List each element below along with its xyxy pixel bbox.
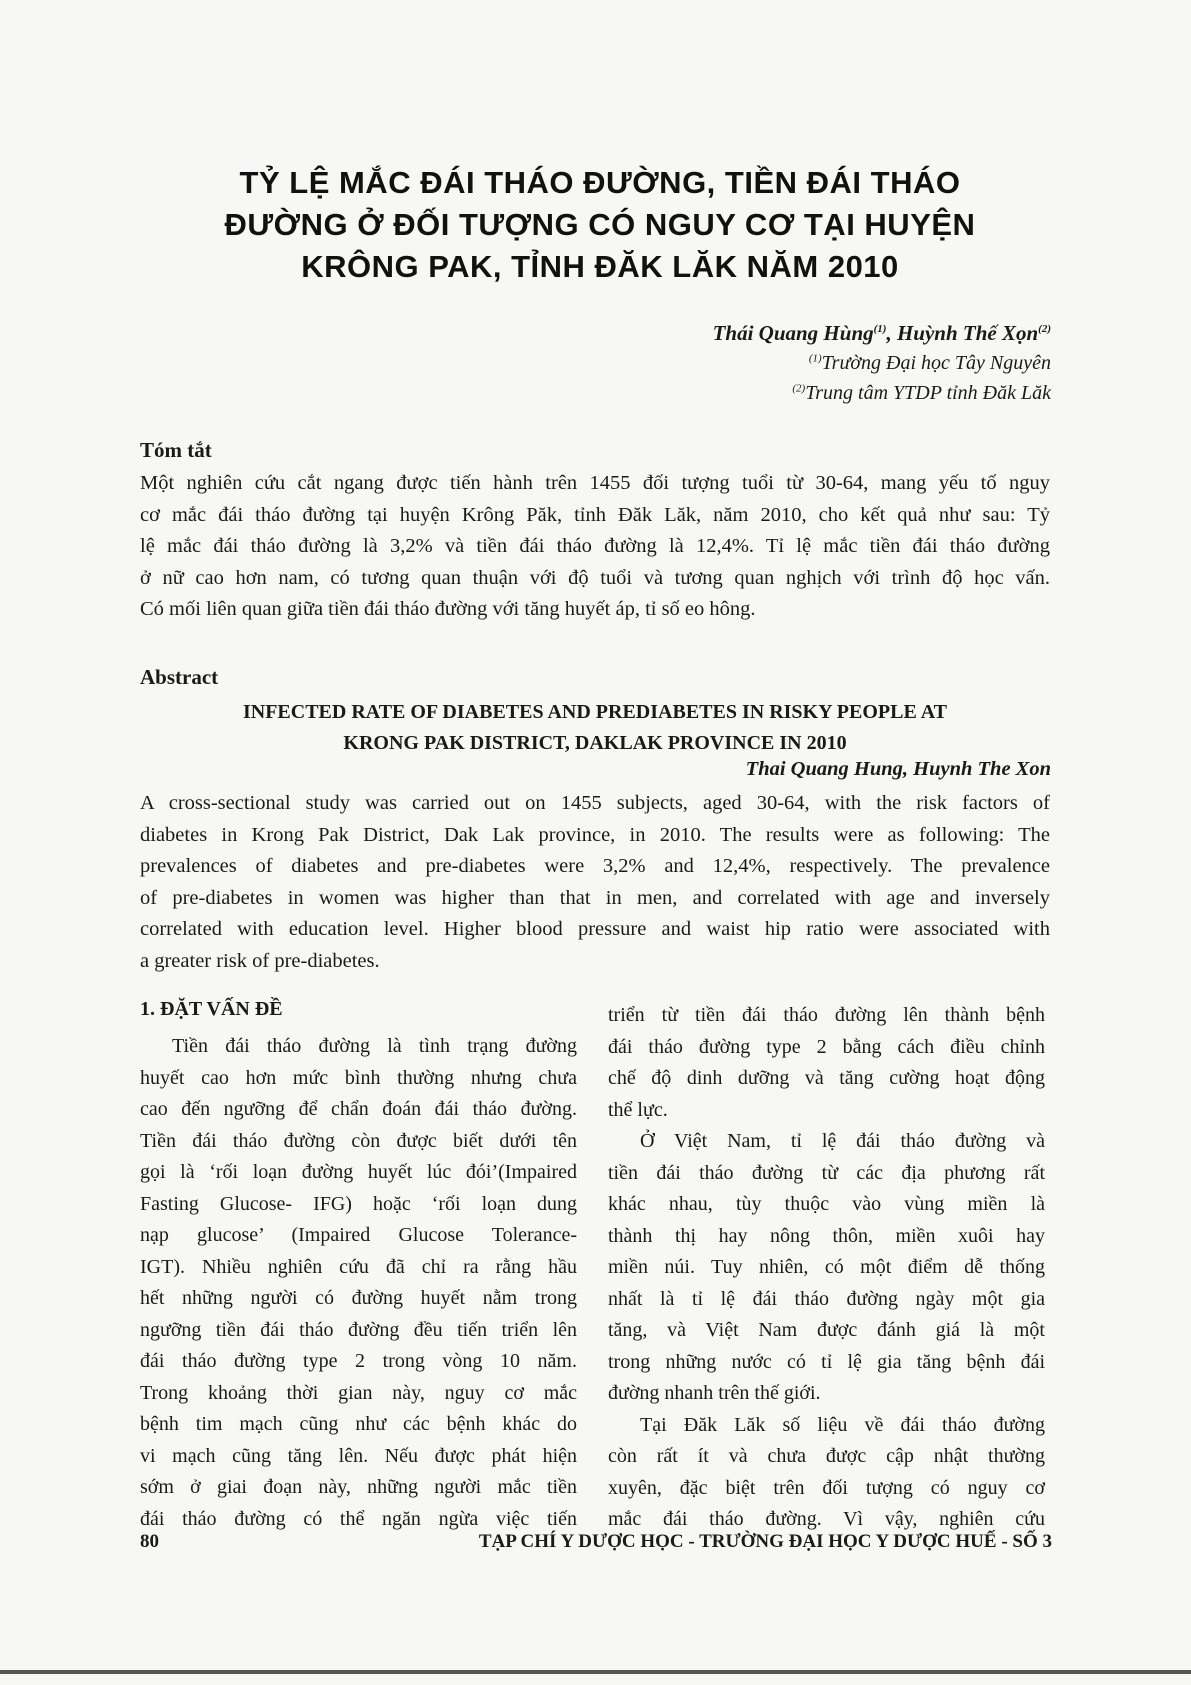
body-line: triển từ tiền đái tháo đường lên thành bệnh xyxy=(608,1004,1045,1026)
abstract-body xyxy=(140,788,1050,977)
scan-edge-divider xyxy=(0,1670,1191,1674)
body-line: đái tháo đường có thể ngăn ngừa việc tiến xyxy=(140,1507,577,1530)
body-line: Trong khoảng thời gian này, nguy cơ mắc xyxy=(140,1381,577,1404)
summary-line: Có mối liên quan giữa tiền đái tháo đường với tăng huyết áp, tỉ số eo hông. xyxy=(140,598,756,620)
body-line: còn rất ít và chưa được cập nhật thường xyxy=(608,1445,1045,1467)
summary-body xyxy=(140,468,1050,626)
body-line: Fasting Glucose- IFG) hoặc ‘rối loạn dung xyxy=(140,1192,577,1215)
body-line: tiền đái tháo đường từ các địa phương rất xyxy=(608,1161,1045,1184)
summary-line: ở nữ cao hơn nam, có tương quan thuận với độ tuổi và tương quan nghịch với trình độ học vấn. xyxy=(140,566,1050,589)
affiliation xyxy=(713,378,1051,408)
summary-line: cơ mắc đái tháo đường tại huyện Krông Păk, tỉnh Đăk Lăk, năm 2010, cho kết quả như sau: Tỷ xyxy=(140,503,1050,526)
body-line: IGT). Nhiều nghiên cứu đã chỉ ra rằng hầu xyxy=(140,1255,577,1278)
body-line: thể lực. xyxy=(608,1098,668,1121)
affiliation xyxy=(713,348,1051,378)
right-column xyxy=(608,1000,1045,1536)
section-heading: 1. ĐẶT VẤN ĐỀ xyxy=(140,998,283,1020)
abstract-line: diabetes in Krong Pak District, Dak Lak province, in 2010. The results were as following: The xyxy=(140,823,1050,846)
body-line: thành thị hay nông thôn, miền xuôi hay xyxy=(608,1224,1045,1247)
abstract-line: A cross-sectional study was carried out on 1455 subjects, aged 30-64, with the risk factors of xyxy=(140,792,1050,814)
author-names xyxy=(713,318,1051,348)
abstract-line: of pre-diabetes in women was higher than that in men, and correlated with age and inversely xyxy=(140,886,1050,909)
journal-name: TẠP CHÍ Y DƯỢC HỌC - TRƯỜNG ĐẠI HỌC Y DƯỢC HUẾ - SỐ 3 xyxy=(478,1531,1052,1552)
page-number: 80 xyxy=(140,1531,159,1552)
body-line: tăng, và Việt Nam được đánh giá là một xyxy=(608,1319,1045,1341)
affiliation-marker: (1) xyxy=(808,352,822,365)
summary-heading: Tóm tắt xyxy=(140,438,212,462)
body-line: khác nhau, tùy thuộc vào vùng miền là xyxy=(608,1193,1045,1215)
author-separator: , xyxy=(886,321,897,345)
title-line: TỶ LỆ MẮC ĐÁI THÁO ĐƯỜNG, TIỀN ĐÁI THÁO xyxy=(239,165,961,200)
title-line: KRÔNG PAK, TỈNH ĐĂK LĂK NĂM 2010 xyxy=(301,249,899,284)
affiliation-marker: (2) xyxy=(1038,323,1051,335)
title-line: ĐƯỜNG Ở ĐỐI TƯỢNG CÓ NGUY CƠ TẠI HUYỆN xyxy=(224,207,976,242)
author-block xyxy=(713,318,1051,408)
body-line: cao đến ngưỡng để chẩn đoán đái tháo đường. xyxy=(140,1098,577,1120)
body-line: Tại Đăk Lăk số liệu về đái tháo đường xyxy=(640,1413,1045,1436)
body-line: vi mạch cũng tăng lên. Nếu được phát hiện xyxy=(140,1444,577,1467)
body-line: miền núi. Tuy nhiên, có một điểm dễ thống xyxy=(608,1256,1045,1278)
body-line: gọi là ‘rối loạn đường huyết lúc đói’(Impaired xyxy=(140,1161,577,1183)
abstract-title xyxy=(140,697,1050,759)
body-line: chế độ dinh dưỡng và tăng cường hoạt động xyxy=(608,1067,1045,1089)
body-line: Tiền đái tháo đường còn được biết dưới tên xyxy=(140,1129,577,1152)
abstract-line: prevalences of diabetes and pre-diabetes were 3,2% and 12,4%, respectively. The prevalence xyxy=(140,855,1050,877)
body-line: đường nhanh trên thế giới. xyxy=(608,1382,821,1404)
summary-line: lệ mắc đái tháo đường là 3,2% và tiền đái tháo đường là 12,4%. Tỉ lệ mắc tiền đái tháo đường xyxy=(140,535,1050,557)
body-line: nhất là tỉ lệ đái tháo đường ngày một gia xyxy=(608,1287,1045,1310)
affiliation-marker: (2) xyxy=(792,382,806,395)
body-line: hết những người có đường huyết nằm trong xyxy=(140,1287,577,1309)
body-line: đái tháo đường type 2 bằng cách điều chỉnh xyxy=(608,1035,1045,1058)
abstract-heading: Abstract xyxy=(140,665,219,689)
abstract-line: a greater risk of pre-diabetes. xyxy=(140,949,380,972)
body-line: nạp glucose’ (Impaired Glucose Tolerance- xyxy=(140,1224,577,1246)
body-line: ngưỡng tiền đái tháo đường đều tiến triển lên xyxy=(140,1318,577,1341)
article-title xyxy=(140,162,1060,288)
body-line: mắc đái tháo đường. Vì vậy, nghiên cứu xyxy=(608,1508,1045,1530)
body-line: trong những nước có tỉ lệ gia tăng bệnh đái xyxy=(608,1350,1045,1373)
body-line: sớm ở giai đoạn này, những người mắc tiền xyxy=(140,1476,577,1498)
body-line: xuyên, đặc biệt trên đối tượng có nguy cơ xyxy=(608,1476,1045,1499)
affiliation-text: Trường Đại học Tây Nguyên xyxy=(821,352,1051,374)
body-line: huyết cao hơn mức bình thường nhưng chưa xyxy=(140,1066,577,1089)
affiliation-marker: (1) xyxy=(873,323,887,335)
author-name: Thái Quang Hùng xyxy=(712,321,874,345)
author-name: Huỳnh Thế Xọn xyxy=(896,321,1039,345)
body-line: Ở Việt Nam, tỉ lệ đái tháo đường và xyxy=(640,1130,1045,1152)
affiliation-text: Trung tâm YTDP tỉnh Đăk Lăk xyxy=(805,382,1051,404)
summary-line: Một nghiên cứu cắt ngang được tiến hành trên 1455 đối tượng tuổi từ 30-64, mang yếu tố nguy xyxy=(140,472,1050,494)
abstract-title-line: INFECTED RATE OF DIABETES AND PREDIABETES IN RISKY PEOPLE AT xyxy=(242,701,948,723)
body-line: đái tháo đường type 2 trong vòng 10 năm. xyxy=(140,1350,577,1372)
body-line: bệnh tim mạch cũng như các bệnh khác do xyxy=(140,1413,577,1435)
abstract-line: correlated with education level. Higher blood pressure and waist hip ratio were associated with xyxy=(140,918,1050,940)
abstract-title-line: KRONG PAK DISTRICT, DAKLAK PROVINCE IN 2010 xyxy=(343,732,847,754)
left-column xyxy=(140,1031,577,1535)
abstract-authors: Thai Quang Hung, Huynh The Xon xyxy=(745,758,1051,780)
body-line: Tiền đái tháo đường là tình trạng đường xyxy=(172,1035,577,1057)
